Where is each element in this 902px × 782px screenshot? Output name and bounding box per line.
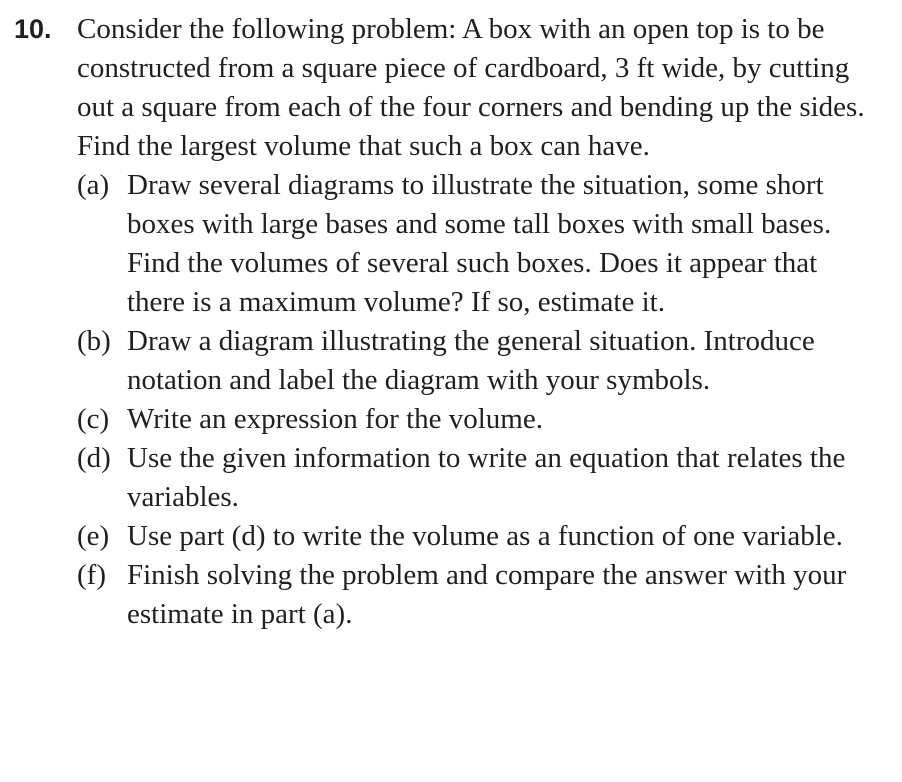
part-f xyxy=(0,556,902,634)
part-a-text: Draw several diagrams to illustrate the situation, some short boxes with large bases and some tall boxes with small bases. Find the volumes of several such boxes. Does it appear that there is a maximum volume? If so, estimate it. xyxy=(127,169,832,318)
problem-parts xyxy=(0,166,902,634)
part-b xyxy=(0,322,902,400)
part-f-text: Finish solving the problem and compare the answer with your estimate in part (a). xyxy=(127,559,847,630)
part-c-label: (c) xyxy=(77,403,110,435)
exercise-10 xyxy=(0,10,902,634)
part-b-text: Draw a diagram illustrating the general situation. Introduce notation and label the diagram with your symbols. xyxy=(127,325,815,396)
part-c xyxy=(0,400,902,439)
part-a xyxy=(0,166,902,322)
part-e-text: Use part (d) to write the volume as a function of one variable. xyxy=(127,520,843,552)
part-e xyxy=(0,517,902,556)
part-c-text: Write an expression for the volume. xyxy=(127,403,543,435)
part-e-label: (e) xyxy=(77,520,110,552)
part-f-label: (f) xyxy=(77,559,106,591)
part-d-label: (d) xyxy=(77,442,111,474)
part-d xyxy=(0,439,902,517)
problem-statement: Consider the following problem: A box with an open top is to be constructed from a square piece of cardboard, 3 ft wide, by cutting out a square from each of the four corners and bending up the sides. Find the largest volume that such a box can have. xyxy=(77,13,865,162)
part-d-text: Use the given information to write an equation that relates the variables. xyxy=(127,442,846,513)
part-b-label: (b) xyxy=(77,325,111,357)
problem-number: 10. xyxy=(14,14,52,44)
part-a-label: (a) xyxy=(77,169,110,201)
problem-statement-block xyxy=(0,10,902,166)
